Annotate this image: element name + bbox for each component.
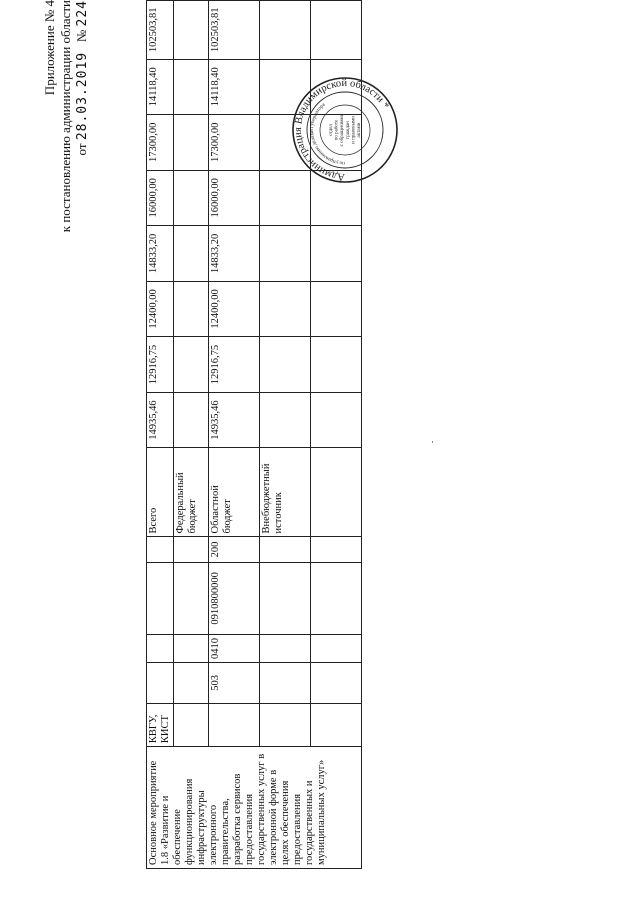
kbgu-label-cell: КВГУ, КИСТ bbox=[147, 703, 174, 746]
seal-center-line: и правовыми bbox=[351, 116, 357, 144]
seal-outer-text: Администрация Владимирской области * bbox=[292, 77, 391, 183]
vr-cell bbox=[260, 537, 311, 562]
vr-cell bbox=[174, 537, 209, 562]
value-cell bbox=[260, 337, 311, 393]
value-cell: 17300,00 bbox=[147, 114, 174, 170]
rzpr-cell bbox=[147, 635, 174, 663]
value-cell: 14935,46 bbox=[147, 392, 174, 448]
value-cell: 14833,20 bbox=[147, 226, 174, 282]
value-cell bbox=[174, 392, 209, 448]
kbgu-cell bbox=[311, 703, 362, 746]
value-cell: 14935,46 bbox=[209, 392, 260, 448]
value-cell: 16000,00 bbox=[147, 170, 174, 226]
activity-description-cell: Основное мероприятие 1.8 «Развитие и обеспечение функционирования инфраструктуры электронного правительства, разработка сервисов предоставления государственных услуг в электронной форме в целях обеспечения предоставления государственных и муниципальных услуг» bbox=[147, 747, 362, 869]
table-row bbox=[147, 1, 174, 869]
csr-cell bbox=[147, 562, 174, 634]
seal-center-line: по работе bbox=[334, 119, 340, 141]
value-cell bbox=[174, 226, 209, 282]
value-cell: 12400,00 bbox=[147, 281, 174, 337]
rzpr-cell bbox=[174, 635, 209, 663]
value-cell bbox=[174, 59, 209, 114]
vr-cell bbox=[147, 537, 174, 562]
total-value-cell bbox=[311, 1, 362, 60]
value-cell bbox=[174, 114, 209, 170]
seal-center-text bbox=[329, 113, 362, 146]
value-cell bbox=[260, 392, 311, 448]
source-cell bbox=[311, 448, 362, 537]
value-cell: 16000,00 bbox=[209, 170, 260, 226]
total-value-cell: 102503,81 bbox=[147, 1, 174, 60]
value-cell: 14833,20 bbox=[209, 226, 260, 282]
appendix-date-line bbox=[74, 0, 90, 905]
total-value-cell bbox=[174, 1, 209, 60]
rzpr-cell bbox=[311, 635, 362, 663]
value-cell: 12916,75 bbox=[209, 337, 260, 393]
value-cell bbox=[260, 281, 311, 337]
source-cell: Областной бюджет bbox=[209, 448, 260, 537]
csr-cell: 0910800000 bbox=[209, 562, 260, 634]
grbs-cell bbox=[311, 663, 362, 704]
appendix-title: Приложение № 4 bbox=[42, 0, 57, 96]
number-sign: № bbox=[74, 29, 89, 43]
grbs-cell bbox=[174, 663, 209, 704]
value-cell: 12916,75 bbox=[147, 337, 174, 393]
value-cell bbox=[311, 226, 362, 282]
scan-speck bbox=[432, 441, 433, 443]
kbgu-cell bbox=[174, 703, 209, 746]
source-cell: Внебюджетный источник bbox=[260, 448, 311, 537]
value-cell bbox=[174, 337, 209, 393]
table-row bbox=[209, 1, 260, 869]
csr-cell bbox=[174, 562, 209, 634]
date-value: 28.03.2019 bbox=[75, 51, 90, 141]
grbs-cell bbox=[260, 663, 311, 704]
vr-cell bbox=[311, 537, 362, 562]
value-cell: 12400,00 bbox=[209, 281, 260, 337]
total-value-cell: 102503,81 bbox=[209, 1, 260, 60]
seal-center-line: граждан bbox=[345, 121, 351, 139]
kbgu-cell bbox=[209, 703, 260, 746]
document-number: 224 bbox=[75, 0, 90, 27]
rzpr-cell bbox=[260, 635, 311, 663]
csr-cell bbox=[260, 562, 311, 634]
value-cell bbox=[260, 226, 311, 282]
seal-inner-ring-text: по управлению делами губернатора bbox=[308, 101, 346, 167]
seal-center-line: с обращениями bbox=[340, 113, 346, 147]
value-cell: 14118,40 bbox=[147, 59, 174, 114]
seal-center-line: актами bbox=[357, 122, 362, 138]
vr-cell: 200 bbox=[209, 537, 260, 562]
total-value-cell bbox=[260, 1, 311, 60]
seal-center-line: отдел bbox=[329, 124, 334, 136]
csr-cell bbox=[311, 562, 362, 634]
value-cell bbox=[311, 337, 362, 393]
value-cell: 17300,00 bbox=[209, 114, 260, 170]
grbs-cell bbox=[147, 663, 174, 704]
value-cell bbox=[174, 170, 209, 226]
value-cell: 14118,40 bbox=[209, 59, 260, 114]
kbgu-cell bbox=[260, 703, 311, 746]
appendix-subtitle: к постановлению администрации области bbox=[58, 0, 73, 233]
value-cell bbox=[311, 392, 362, 448]
official-seal-stamp bbox=[290, 75, 400, 185]
source-cell: Всего bbox=[147, 448, 174, 537]
value-cell bbox=[311, 281, 362, 337]
grbs-cell: 503 bbox=[209, 663, 260, 704]
rzpr-cell: 0410 bbox=[209, 635, 260, 663]
value-cell bbox=[174, 281, 209, 337]
table-row bbox=[174, 1, 209, 869]
date-prefix: от bbox=[74, 143, 89, 156]
source-cell: Федеральный бюджет bbox=[174, 448, 209, 537]
